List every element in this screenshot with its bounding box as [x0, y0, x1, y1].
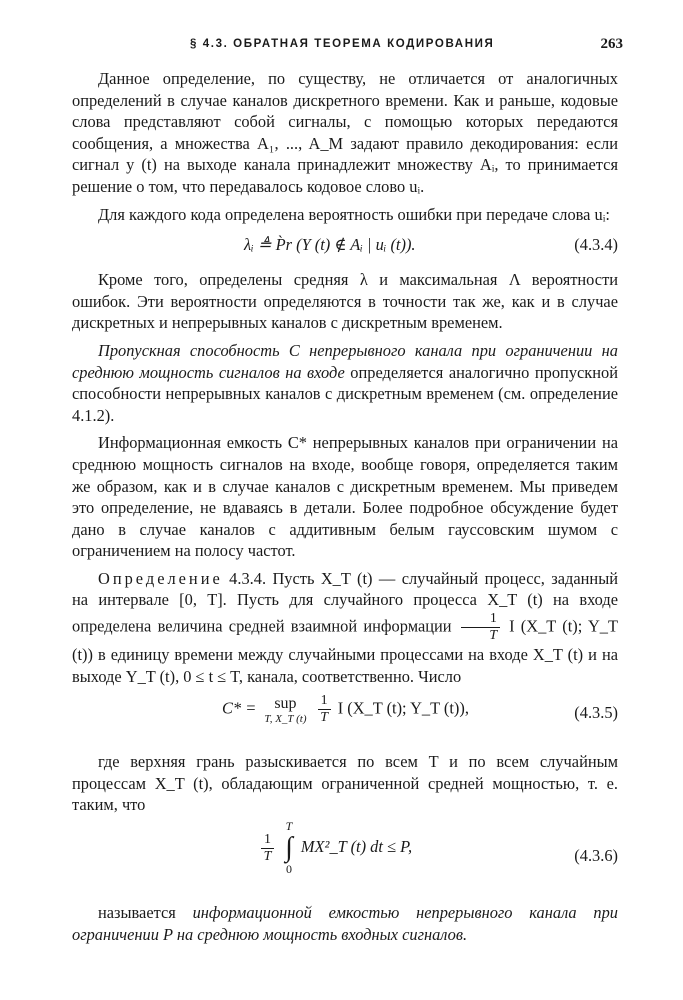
paragraph-4-italic: Пропускная способность C непрерывного канала при ограничении на среднюю мощность сигналов на входе: [72, 340, 618, 382]
paragraph-5: Информационная емкость C* непрерывных каналов при ограничении на среднюю мощность сигналов на входе, вообще говоря, определяется таким же образом, как и в случае каналов с дискретным временем. Мы приведем это определение, не вдаваясь в детали. Более подробное обсуждение будет дано в случае каналов с аддитивным белым гауссовским шумом с ограничением на полосу частот.: [72, 433, 618, 561]
equation-4-3-6-number: (4.3.6): [574, 846, 618, 866]
equation-4-3-6: [72, 816, 618, 902]
equation-4-3-6-rhs: MX²_T (t) dt ≤ P,: [300, 836, 413, 856]
equation-4-3-5-number: (4.3.5): [574, 703, 618, 723]
equation-4-3-5-fraction: $\frac{1}{T}$: [318, 693, 331, 726]
paragraph-8-italic: информационной емкостью непрерывного канала при ограничении P на среднюю мощность входных сигналов.: [72, 903, 618, 944]
paragraph-7: где верхняя грань разыскивается по всем T и по всем случайным процессам X_T (t), обладающим ограниченной средней мощностью, т. е. таким, что: [72, 752, 618, 815]
running-head: § 4.3. ОБРАТНАЯ ТЕОРЕМА КОДИРОВАНИЯ: [190, 38, 495, 50]
paragraph-3: Кроме того, определены средняя λ и максимальная Λ вероятности ошибок. Эти вероятности определяются в точности так же, как и в случае дискретных и непрерывных каналов с дискретным временем.: [72, 270, 618, 333]
paragraph-2: Для каждого кода определена вероятность ошибки при передаче слова uᵢ:: [98, 204, 610, 224]
inline-fraction: $\frac{1}{T}$: [461, 611, 500, 644]
paragraph-4: [72, 340, 618, 426]
definition-4-3-4: [72, 568, 618, 687]
paragraph-8-start: называется: [98, 903, 193, 923]
page-number: 263: [600, 36, 623, 52]
definition-text-b: I (X_T (t); Y_T (t)) в единицу времени между случайными процессами на входе X_T (t) и на выходе Y_T (t), 0 ≤ t ≤ T, канала, соответственно. Число: [72, 616, 619, 686]
equation-4-3-5: [72, 687, 618, 751]
definition-text-a: 4.3.4. Пусть X_T (t) — случайный процесс, заданный на интервале [0, T]. Пусть для случайного процесса X_T (t) на входе определена величина средней взаимной информации: [72, 568, 618, 636]
equation-4-3-4: [72, 225, 618, 269]
running-header: [72, 38, 623, 58]
paragraph-4-rest: определяется аналогично пропускной способности непрерывных каналов с дискретным временем (см. определение 4.1.2).: [72, 362, 618, 425]
paragraph-8: [72, 902, 618, 945]
paragraph-1: Данное определение, по существу, не отличается от аналогичных определений в случае каналов дискретного времени. Как и раньше, кодовые слова представляют собой сигналы, с помощью которых передаются сообщения, а множества A₁, ..., A_M задают правило декодирования: если сигнал y (t) на выходе канала принадлежит множеству Aᵢ, то принимается решение о том, что передавалось кодовое слово uᵢ.: [72, 69, 618, 196]
definition-label: Определение: [98, 568, 223, 588]
equation-4-3-5-lhs: C* =: [222, 698, 257, 718]
equation-4-3-6-fraction: $\frac{1}{T}$: [261, 832, 274, 865]
equation-4-3-4-expr: λᵢ ≜ P̀r (Y (t) ∉ Aᵢ | uᵢ (t)).: [244, 235, 416, 255]
equation-4-3-4-number: (4.3.4): [574, 235, 618, 255]
sup-operator: sup T, X_T (t): [264, 694, 307, 725]
page-body: [72, 68, 618, 945]
integral-operator: T ∫ 0: [285, 819, 293, 877]
equation-4-3-5-rhs: I (X_T (t); Y_T (t)),: [337, 698, 469, 718]
